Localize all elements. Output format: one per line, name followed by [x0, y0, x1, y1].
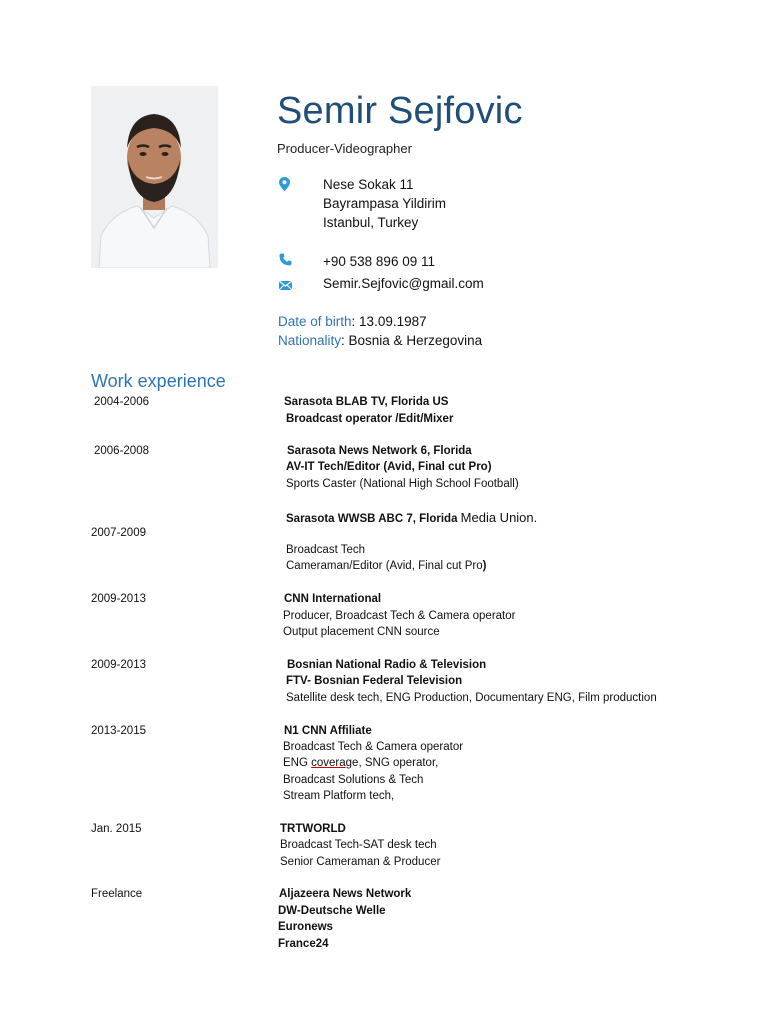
nationality-value: : Bosnia & Herzegovina — [341, 333, 483, 348]
dob-label: Date of birth — [278, 314, 352, 329]
entry-role: Broadcast Solutions & Tech — [283, 774, 424, 786]
work-experience-heading: Work experience — [91, 371, 226, 391]
date-of-birth — [278, 314, 427, 329]
address-line-2: Bayrampasa Yildirim — [323, 196, 447, 211]
entry-employer: CNN International — [284, 593, 382, 605]
entry-employer-name: Sarasota WWSB ABC 7, Florida — [286, 513, 461, 525]
envelope-icon — [279, 277, 292, 295]
entry-role: Broadcast operator /Edit/Mixer — [286, 413, 454, 425]
entry-employer: France24 — [278, 938, 329, 950]
entry-role-paren: ) — [482, 560, 487, 572]
entry-role: Broadcast Tech-SAT desk tech — [280, 839, 437, 851]
entry-role — [283, 757, 438, 769]
entry-role: Producer, Broadcast Tech & Camera operator — [283, 610, 516, 622]
entry-role: Broadcast Tech & Camera operator — [283, 741, 464, 753]
address-line-1: Nese Sokak 11 — [323, 177, 414, 192]
entry-employer: Euronews — [278, 921, 333, 933]
profile-photo — [91, 86, 218, 268]
entry-employer: Aljazeera News Network — [279, 888, 412, 900]
phone-icon — [279, 253, 292, 271]
entry-years: 2009-2013 — [91, 593, 146, 605]
entry-role: Output placement CNN source — [283, 626, 440, 638]
entry-years: 2004-2006 — [94, 396, 149, 408]
map-pin-icon — [279, 177, 290, 196]
entry-role — [286, 560, 486, 572]
dob-value: : 13.09.1987 — [351, 314, 427, 329]
entry-role: Senior Cameraman & Producer — [280, 856, 441, 868]
entry-years: 2007-2009 — [91, 527, 146, 539]
nationality-label: Nationality — [278, 333, 342, 348]
entry-role: Broadcast Tech — [286, 544, 366, 556]
entry-role: AV-IT Tech/Editor (Avid, Final cut Pro) — [286, 461, 492, 473]
entry-years: 2013-2015 — [91, 725, 146, 737]
entry-role-text: Cameraman/Editor (Avid, Final cut Pro — [286, 560, 483, 572]
job-title: Producer-Videographer — [277, 141, 412, 156]
phone-number: +90 538 896 09 11 — [323, 254, 435, 269]
address-line-3: Istanbul, Turkey — [323, 215, 419, 230]
entry-employer: FTV- Bosnian Federal Television — [286, 675, 463, 687]
entry-years: 2009-2013 — [91, 659, 146, 671]
entry-role: Stream Platform tech, — [283, 790, 395, 802]
entry-years: 2006-2008 — [94, 445, 149, 457]
entry-years: Jan. 2015 — [91, 823, 142, 835]
nationality — [278, 333, 482, 348]
entry-employer: Sarasota BLAB TV, Florida US — [284, 396, 449, 408]
entry-role: Satellite desk tech, ENG Production, Documentary ENG, Film production — [286, 692, 657, 704]
email-link[interactable]: Semir.Sejfovic@gmail.com — [323, 276, 484, 291]
entry-role-underlined: covera — [311, 757, 346, 769]
entry-employer: TRTWORLD — [280, 823, 346, 835]
entry-employer — [286, 510, 537, 525]
entry-employer: Sarasota News Network 6, Florida — [287, 445, 472, 457]
entry-role-text: ge, SNG operator, — [345, 757, 439, 769]
entry-years: Freelance — [91, 888, 143, 900]
person-name: Semir Sejfovic — [277, 90, 523, 132]
entry-role-text: ENG — [283, 757, 312, 769]
entry-employer: Bosnian National Radio & Television — [287, 659, 487, 671]
person-portrait — [91, 86, 218, 268]
entry-employer: N1 CNN Affiliate — [284, 725, 372, 737]
entry-employer-extra: Media Union. — [460, 510, 538, 525]
entry-employer: DW-Deutsche Welle — [278, 905, 386, 917]
entry-role: Sports Caster (National High School Football) — [286, 478, 519, 490]
